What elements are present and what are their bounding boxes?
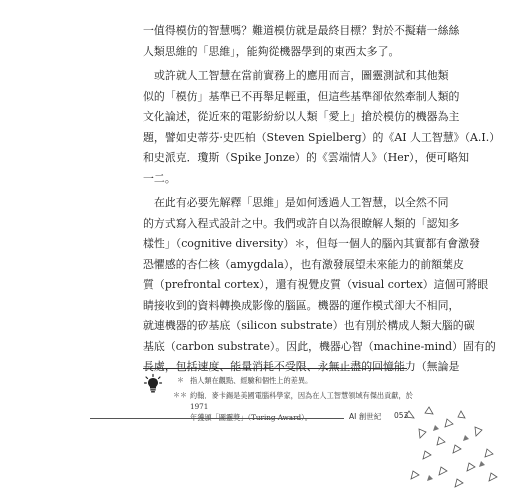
- text-line: 似的「模仿」基準已不再舉足輕重，但這些基準卻依然牽制人類的: [143, 89, 460, 103]
- footer-rule: [90, 418, 344, 419]
- text-line: 睛接收到的資料轉換成影像的腦區。機器的運作模式卻大不相同，: [143, 298, 460, 312]
- footnote: [177, 375, 420, 386]
- text-line: 基底（carbon substrate）。因此，機器心智（machine-mind）固有的: [143, 339, 496, 353]
- footnote-line: 約翰．麥卡錫是美國電腦科學家，因為在人工智慧領域有傑出貢獻，於 1971: [190, 391, 413, 411]
- paragraph-2: [143, 66, 501, 189]
- footnote-mark: ＊＊: [173, 391, 187, 399]
- triangle-scatter-icon: [395, 405, 505, 490]
- footnote-line: 年獲頒「圖靈獎」（Turing Award）。: [190, 413, 312, 422]
- text-line: 長處，包括速度、能量消耗不受限、永無止盡的回憶能力（無論是: [143, 360, 460, 373]
- page-number: 053: [394, 411, 409, 420]
- paragraph-1: [143, 21, 460, 62]
- text-line: 文化論述，從近來的電影紛紛以人類「愛上」搶於模仿的機器為主: [143, 110, 460, 123]
- text-line: 樣性」（cognitive diversity）＊，但每一個人的腦內其實都有會激發: [143, 237, 480, 250]
- text-line: 恐懼感的杏仁核（amygdala），也有激發展望未來能力的前額葉皮: [143, 257, 464, 271]
- footnote-divider: [143, 368, 407, 369]
- running-footer-title: AI 創世紀: [349, 412, 382, 421]
- footnotes: [173, 375, 420, 423]
- text-line: 一值得模仿的智慧嗎？難道模仿就是最終目標？對於不擬藉一絲絲: [143, 24, 460, 37]
- text-line: 的方式寫入程式設計之中。我們或許自以為很瞭解人類的「認知多: [143, 216, 460, 230]
- text-line: 和史派克．瓊斯（Spike Jonze）的《雲端情人》（Her），便可略知: [143, 151, 470, 164]
- text-line: 質（prefrontal cortex），還有視覺皮質（visual cortex）這個可將眼: [143, 278, 489, 291]
- text-line: 就連機器的矽基底（silicon substrate）也有別於構成人類大腦的碳: [143, 319, 475, 332]
- text-line: 在此有必要先解釋「思維」是如何透過人工智慧，以全然不同: [154, 196, 449, 209]
- lightbulb-icon: [144, 374, 162, 394]
- footnote-line: 指人類在觀點、經驗和個性上的差異。: [190, 376, 313, 385]
- body-text: [143, 21, 501, 378]
- footnote-mark: ＊: [177, 376, 184, 384]
- text-line: 一二。: [143, 171, 176, 185]
- paragraph-3: [143, 193, 496, 378]
- text-line: 題，譬如史蒂芬·史匹柏（Steven Spielberg）的《AI 人工智慧》（A.I.）: [143, 130, 501, 144]
- text-line: 人類思維的「思維」，能夠從機器學到的東西太多了。: [143, 44, 400, 58]
- text-line: 或許就人工智慧在當前實務上的應用而言，圖靈測試和其他類: [154, 69, 449, 82]
